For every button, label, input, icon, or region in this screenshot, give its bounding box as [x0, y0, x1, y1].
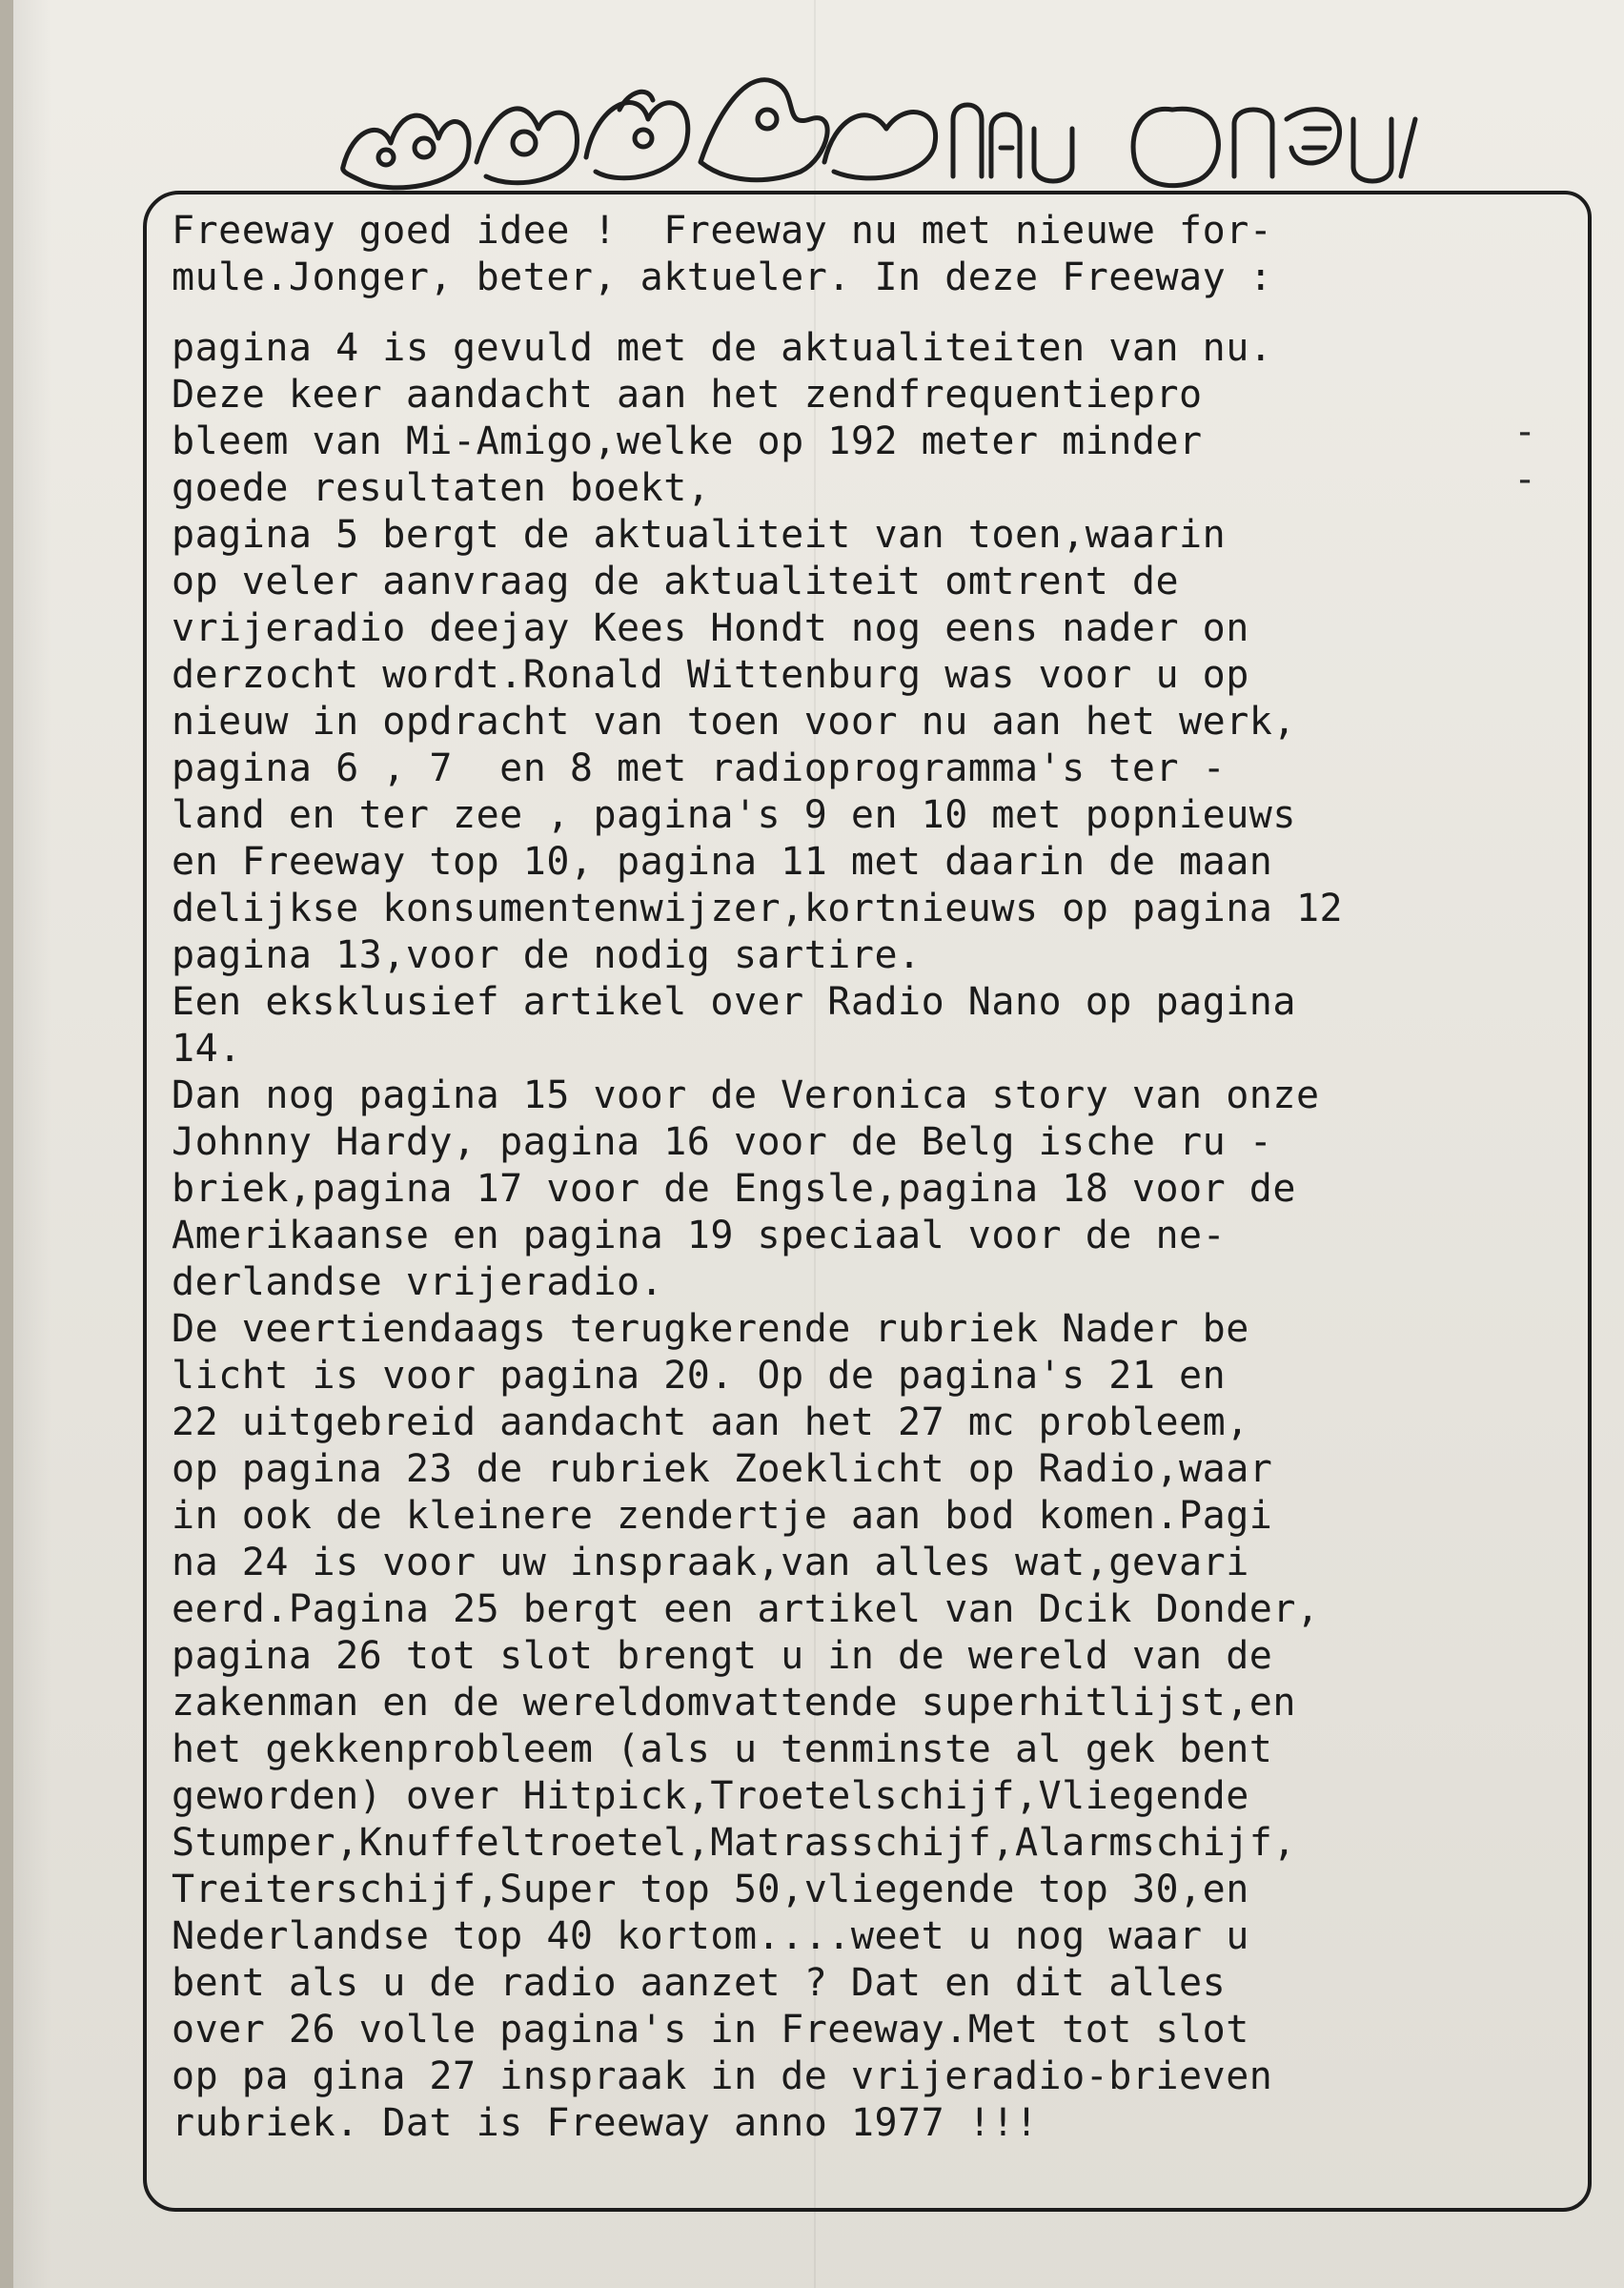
body-line: land en ter zee , pagina's 9 en 10 met popnieuws: [172, 793, 1296, 837]
body-line: na 24 is voor uw inspraak,van alles wat,gevari: [172, 1541, 1249, 1584]
body-line: bleem van Mi-Amigo,welke op 192 meter minder: [172, 419, 1203, 463]
body-line: het gekkenprobleem (als u tenminste al gek bent: [172, 1727, 1273, 1771]
body-line: goede resultaten boekt,: [172, 466, 711, 510]
body-line: Dan nog pagina 15 voor de Veronica story van onze: [172, 1073, 1320, 1117]
intro-line: mule.Jonger, beter, aktueler. In deze Freeway :: [172, 255, 1273, 299]
body-line: nieuw in opdracht van toen voor nu aan het werk,: [172, 700, 1296, 744]
body-line: Johnny Hardy, pagina 16 voor de Belg ische ru -: [172, 1120, 1273, 1164]
body-line: 22 uitgebreid aandacht aan het 27 mc probleem,: [172, 1400, 1249, 1444]
body-line: 14.: [172, 1027, 242, 1071]
body-line: pagina 26 tot slot brengt u in de wereld van de: [172, 1634, 1273, 1678]
body-line: bent als u de radio aanzet ? Dat en dit alles: [172, 1961, 1227, 2005]
body-line: zakenman en de wereldomvattende superhitlijst,en: [172, 1681, 1296, 1725]
document-text: [172, 208, 1582, 2147]
intro-line: Freeway goed idee ! Freeway nu met nieuwe for-: [172, 209, 1273, 253]
body-line: delijkse konsumentenwijzer,kortnieuws op pagina 12: [172, 887, 1344, 930]
body-line: Treiterschijf,Super top 50,vliegende top 30,en: [172, 1868, 1249, 1911]
body-line: in ook de kleinere zendertje aan bod komen.Pagi: [172, 1494, 1273, 1538]
body-line: briek,pagina 17 voor de Engsle,pagina 18 voor de: [172, 1167, 1296, 1211]
body-line: pagina 6 , 7 en 8 met radioprogramma's ter -: [172, 746, 1227, 790]
body-line: De veertiendaags terugkerende rubriek Nader be: [172, 1307, 1249, 1351]
body-line: Nederlandse top 40 kortom....weet u nog waar u: [172, 1914, 1249, 1958]
body-line: derlandse vrijeradio.: [172, 1260, 664, 1304]
margin-mark: -: [1513, 410, 1537, 454]
body-line: pagina 13,voor de nodig sartire.: [172, 933, 922, 977]
body-line: geworden) over Hitpick,Troetelschijf,Vliegende: [172, 1774, 1249, 1818]
body-line: rubriek. Dat is Freeway anno 1977 !!!: [172, 2101, 1039, 2145]
hand-drawn-title-doodle-icon: [334, 52, 1553, 205]
body-line: over 26 volle pagina's in Freeway.Met tot slot: [172, 2008, 1249, 2052]
body-line: eerd.Pagina 25 bergt een artikel van Dcik Donder,: [172, 1587, 1320, 1631]
body-line: vrijeradio deejay Kees Hondt nog eens nader on: [172, 606, 1249, 650]
page-left-edge: [0, 0, 13, 2288]
body-line: Deze keer aandacht aan het zendfrequentiepro: [172, 373, 1203, 417]
body-line: op veler aanvraag de aktualiteit omtrent de: [172, 560, 1180, 603]
body-line: pagina 5 bergt de aktualiteit van toen,waarin: [172, 513, 1227, 557]
body-line: en Freeway top 10, pagina 11 met daarin de maan: [172, 840, 1273, 884]
body-line: licht is voor pagina 20. Op de pagina's 21 en: [172, 1354, 1227, 1398]
body-line: derzocht wordt.Ronald Wittenburg was voor u op: [172, 653, 1249, 697]
body-line: Amerikaanse en pagina 19 speciaal voor de ne-: [172, 1214, 1227, 1257]
margin-mark: -: [1513, 458, 1537, 501]
body-line: Stumper,Knuffeltroetel,Matrasschijf,Alarmschijf,: [172, 1821, 1296, 1865]
body-line: Een eksklusief artikel over Radio Nano op pagina: [172, 980, 1296, 1024]
body-line: pagina 4 is gevuld met de aktualiteiten van nu.: [172, 326, 1273, 370]
body-line: op pagina 23 de rubriek Zoeklicht op Radio,waar: [172, 1447, 1273, 1491]
body-line: op pa gina 27 inspraak in de vrijeradio-brieven: [172, 2054, 1273, 2098]
